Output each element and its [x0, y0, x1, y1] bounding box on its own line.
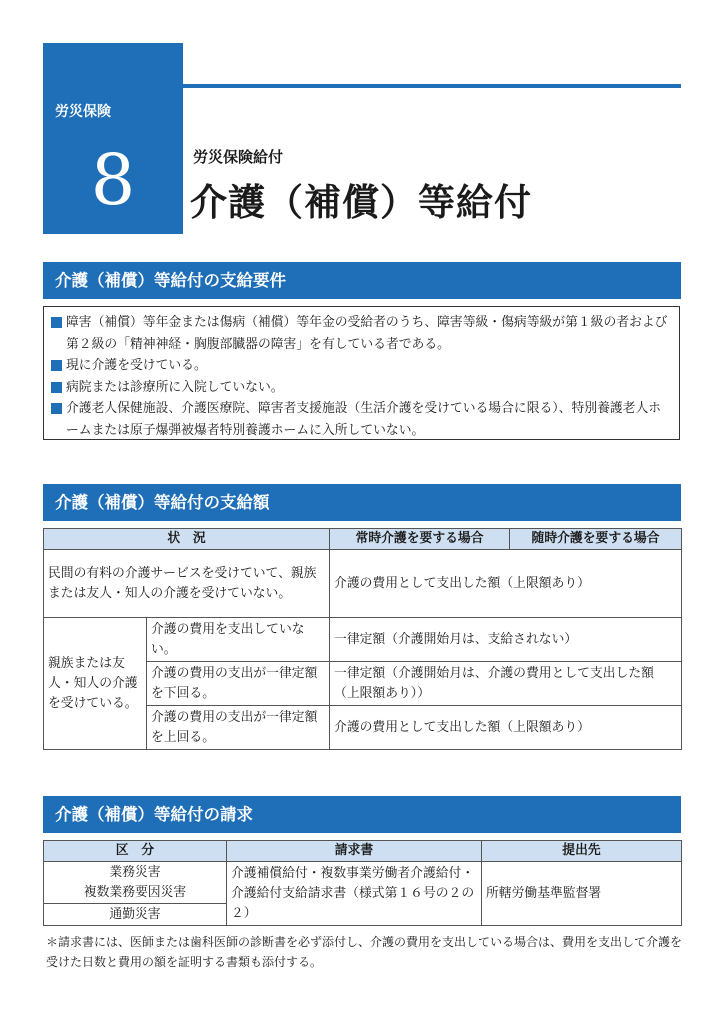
situation-family-care: 親族または友人・知人の介護を受けている。: [44, 618, 147, 750]
amount-expense-below: 一律定額（介護開始月は、介護の費用として支出した額（上限額あり））: [330, 662, 682, 706]
requirements-box: [43, 306, 680, 440]
requirement-text: 障害（補償）等年金または傷病（補償）等年金の受給者のうち、障害等級・傷病等級が第１級の者および第２級の「精神神経・胸腹部臓器の障害」を有している者である。: [66, 315, 668, 352]
amount-no-expense: 一律定額（介護開始月は、支給されない）: [330, 618, 682, 662]
category-commute-accident: 通勤災害: [44, 904, 227, 926]
category-multiple-work: 複数業務要因災害: [83, 884, 187, 900]
requirement-item: [50, 355, 673, 377]
requirement-item: [50, 377, 673, 399]
header-constant-care: 常時介護を要する場合: [330, 529, 510, 550]
submission-office: 所轄労働基準監督署: [482, 862, 682, 926]
condition-expense-below: 介護の費用の支出が一律定額を下回る。: [147, 662, 330, 706]
bullet-square-icon: [51, 382, 62, 393]
header-claim-form: 請求書: [227, 841, 482, 862]
section-heading-requirements: 介護（補償）等給付の支給要件: [43, 262, 681, 299]
category-work-accident: 業務災害: [109, 864, 161, 880]
header-destination: 提出先: [482, 841, 682, 862]
requirement-text: 病院または診療所に入院していない。: [66, 379, 284, 395]
chapter-badge: [43, 43, 183, 234]
page-subtitle: 労災保険給付: [193, 148, 284, 166]
header-category: 区 分: [44, 841, 227, 862]
bullet-square-icon: [51, 403, 62, 414]
chapter-category: 労災保険: [55, 104, 111, 120]
condition-no-expense: 介護の費用を支出していない。: [147, 618, 330, 662]
page-title: 介護（補償）等給付: [190, 181, 532, 224]
claim-form-name: 介護補償給付・複数事業労働者介護給付・介護給付支給請求書（様式第１６号の２の２）: [227, 862, 482, 926]
requirement-text: 現に介護を受けている。: [66, 358, 207, 373]
claim-table: [43, 840, 682, 926]
situation-paid-service: 民間の有料の介護サービスを受けていて、親族または友人・知人の介護を受けていない。: [44, 550, 330, 618]
section-heading-claim: 介護（補償）等給付の請求: [43, 796, 681, 833]
category-cell: [44, 862, 227, 904]
bullet-square-icon: [51, 317, 62, 328]
amount-paid-service: 介護の費用として支出した額（上限額あり）: [330, 550, 682, 618]
header-occasional-care: 随時介護を要する場合: [510, 529, 682, 550]
requirement-text: 介護老人保健施設、介護医療院、障害者支援施設（生活介護を受けている場合に限る）、特別養護老人ホームまたは原子爆弾被爆者特別養護ホームに入所していない。: [66, 401, 662, 438]
amount-expense-above: 介護の費用として支出した額（上限額あり）: [330, 706, 682, 750]
bullet-square-icon: [51, 360, 62, 371]
requirement-item: [50, 312, 673, 355]
footnote: ＊請求書には、医師または歯科医師の診断書を必ず添付し、介護の費用を支出している場合は、費用を支出して介護を受けた日数と費用の額を証明する書類も添付する。: [46, 935, 683, 969]
chapter-number: 8: [90, 139, 136, 221]
amount-table: [43, 528, 682, 750]
requirement-item: [50, 398, 673, 441]
condition-expense-above: 介護の費用の支出が一律定額を上回る。: [147, 706, 330, 750]
header-situation: 状 況: [44, 529, 330, 550]
section-heading-amount: 介護（補償）等給付の支給額: [43, 484, 681, 521]
header-rule: [183, 84, 681, 88]
